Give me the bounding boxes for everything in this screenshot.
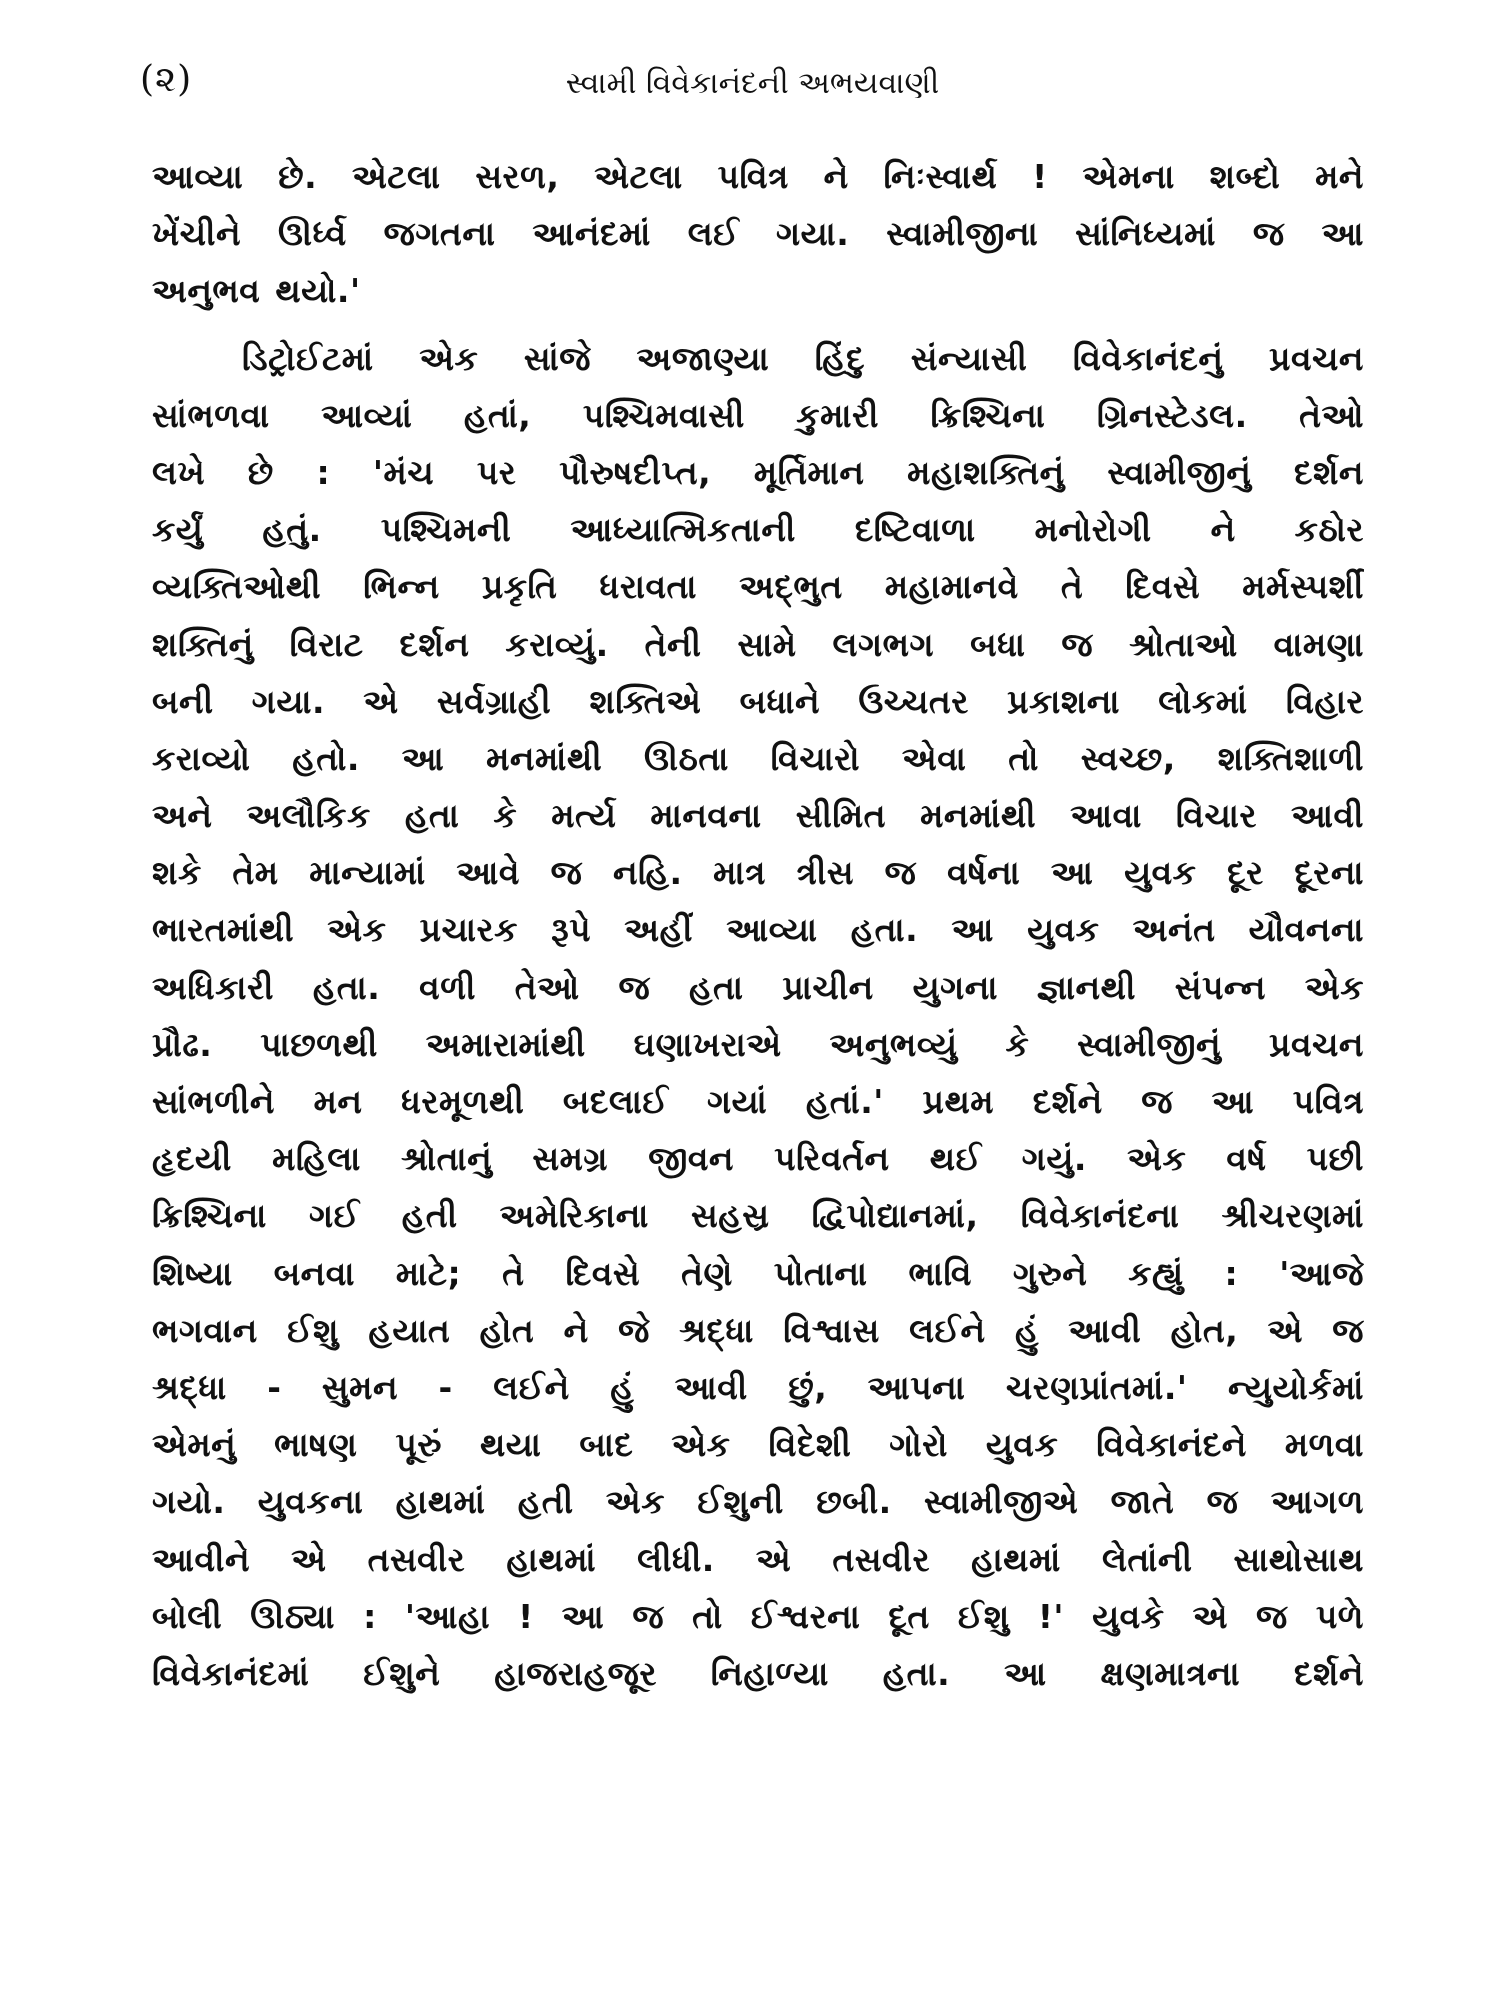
text-line: કર્યું હતું. પશ્ચિમની આધ્યાત્મિકતાની દષ્ટિવાળા મનોરોગી ને કઠોર [152, 510, 1364, 550]
text-line: ડિટ્રોઈટમાં એક સાંજે અજાણ્યા હિંદુ સંન્યાસી વિવેકાનંદનું પ્રવચન [242, 338, 1364, 378]
text-line: ગયો. યુવકના હાથમાં હતી એક ઈશુની છબી. સ્વામીજીએ જાતે જ આગળ [152, 1482, 1364, 1522]
text-line: આવીને એ તસવીર હાથમાં લીધી. એ તસવીર હાથમાં લેતાંની સાથોસાથ [152, 1539, 1364, 1579]
text-line: અધિકારી હતા. વળી તેઓ જ હતા પ્રાચીન યુગના જ્ઞાનથી સંપન્ન એક [152, 967, 1364, 1007]
text-line: પ્રૌઢ. પાછળથી અમારામાંથી ઘણાખરાએ અનુભવ્યું કે સ્વામીજીનું પ્રવચન [152, 1024, 1364, 1064]
text-line: લખે છે : 'મંચ પર પૌરુષદીપ્ત, મૂર્તિમાન મહાશક્તિનું સ્વામીજીનું દર્શન [152, 452, 1364, 492]
text-line: અને અલૌકિક હતા કે મર્ત્ય માનવના સીમિત મનમાંથી આવા વિચાર આવી [152, 796, 1364, 836]
page-number: (૨) [140, 59, 193, 100]
text-line: એમનું ભાષણ પૂરું થયા બાદ એક વિદેશી ગોરો યુવક વિવેકાનંદને મળવા [152, 1425, 1364, 1465]
text-line: અનુભવ થયો.' [152, 271, 361, 311]
text-line: શક્તિનું વિરાટ દર્શન કરાવ્યું. તેની સામે લગભગ બધા જ શ્રોતાઓ વામણા [152, 624, 1364, 664]
text-line: કરાવ્યો હતો. આ મનમાંથી ઊઠતા વિચારો એવા તો સ્વચ્છ, શક્તિશાળી [152, 738, 1364, 778]
text-line: શ્રદ્ધા - સુમન - લઈને હું આવી છું, આપના ચરણપ્રાંતમાં.' ન્યુયોર્કમાં [152, 1367, 1364, 1407]
text-line: બની ગયા. એ સર્વગ્રાહી શક્તિએ બધાને ઉચ્ચતર પ્રકાશના લોકમાં વિહાર [152, 681, 1364, 721]
running-title: સ્વામી વિવેકાનંદની અભયવાણી [565, 66, 940, 101]
text-line: વિવેકાનંદમાં ઈશુને હાજરાહજૂર નિહાળ્યા હતા. આ ક્ષણમાત્રના દર્શને [152, 1653, 1364, 1693]
text-line: આવ્યા છે. એટલા સરળ, એટલા પવિત્ર ને નિઃસ્વાર્થ ! એમના શબ્દો મને [152, 157, 1364, 196]
text-line: ભગવાન ઈશુ હયાત હોત ને જે શ્રદ્ધા વિશ્વાસ લઈને હું આવી હોત, એ જ [152, 1310, 1364, 1350]
text-line: શકે તેમ માન્યામાં આવે જ નહિ. માત્ર ત્રીસ જ વર્ષના આ યુવક દૂર દૂરના [152, 853, 1364, 893]
text-line: ખેંચીને ઊર્ધ્વ જગતના આનંદમાં લઈ ગયા. સ્વામીજીના સાંનિધ્યમાં જ આ [152, 214, 1364, 254]
text-line: સાંભળવા આવ્યાં હતાં, પશ્ચિમવાસી કુમારી ક્રિશ્ચિના ગ્રિનસ્ટેડલ. તેઓ [152, 395, 1364, 435]
text-line: વ્યક્તિઓથી ભિન્ન પ્રકૃતિ ધરાવતા અદ્ભુત મહામાનવે તે દિવસે મર્મસ્પર્શી [152, 567, 1364, 607]
text-line: શિષ્યા બનવા માટે; તે દિવસે તેણે પોતાના ભાવિ ગુરુને કહ્યું : 'આજે [152, 1253, 1364, 1293]
text-line: ક્રિશ્ચિના ગઈ હતી અમેરિકાના સહસ્ર દ્વિપોદ્યાનમાં, વિવેકાનંદના શ્રીચરણમાં [152, 1196, 1364, 1236]
text-line: હૃદયી મહિલા શ્રોતાનું સમગ્ર જીવન પરિવર્તન થઈ ગયું. એક વર્ષ પછી [152, 1139, 1364, 1179]
paragraph-gap [152, 320, 1364, 330]
page-header [140, 58, 1365, 114]
body-text [152, 148, 1364, 1702]
text-line: ભારતમાંથી એક પ્રચારક રૂપે અહીં આવ્યા હતા. આ યુવક અનંત યૌવનના [152, 910, 1364, 950]
text-line: બોલી ઊઠ્યા : 'આહા ! આ જ તો ઈશ્વરના દૂત ઈશુ !' યુવકે એ જ પળે [152, 1596, 1364, 1636]
text-line: સાંભળીને મન ધરમૂળથી બદલાઈ ગયાં હતાં.' પ્રથમ દર્શને જ આ પવિત્ર [152, 1082, 1364, 1121]
